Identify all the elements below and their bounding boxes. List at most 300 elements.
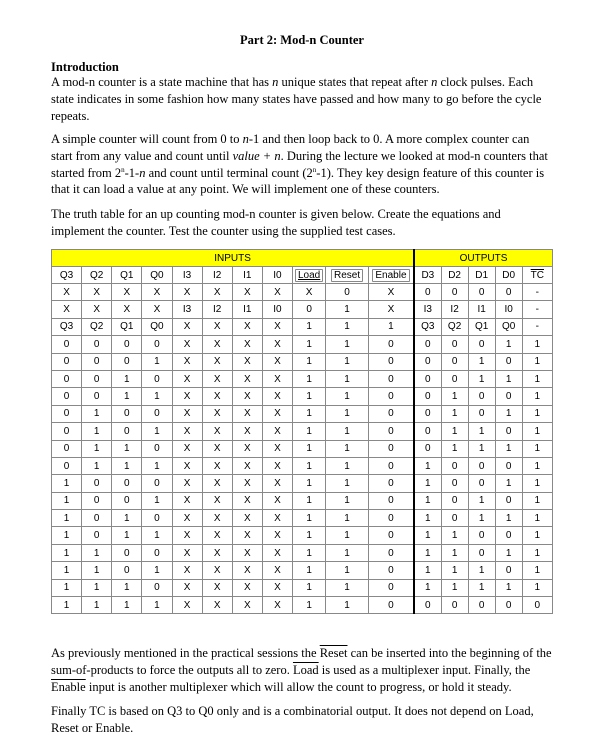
table-cell: 1 — [326, 475, 369, 492]
table-cell: 0 — [326, 284, 369, 301]
table-cell: X — [172, 597, 202, 614]
table-cell: 1 — [522, 336, 552, 353]
table-cell: 1 — [495, 405, 522, 422]
column-header-d3: D3 — [414, 267, 441, 284]
table-cell: 1 — [326, 597, 369, 614]
table-cell: X — [172, 440, 202, 457]
table-cell: 1 — [112, 527, 142, 544]
table-cell: X — [202, 579, 232, 596]
table-cell: 1 — [326, 318, 369, 335]
table-cell: 1 — [522, 475, 552, 492]
table-cell: X — [202, 423, 232, 440]
table-cell: 1 — [495, 579, 522, 596]
table-cell: X — [262, 562, 292, 579]
table-cell: X — [112, 284, 142, 301]
table-cell: 0 — [142, 440, 172, 457]
table-cell: 0 — [112, 475, 142, 492]
table-cell: 1 — [468, 510, 495, 527]
table-cell: 1 — [414, 475, 441, 492]
table-row — [52, 492, 553, 509]
table-cell: 1 — [293, 353, 326, 370]
table-row — [52, 562, 553, 579]
table-cell: X — [262, 440, 292, 457]
table-cell: I1 — [232, 301, 262, 318]
table-cell: X — [232, 475, 262, 492]
table-cell: 1 — [522, 423, 552, 440]
table-cell: X — [172, 353, 202, 370]
table-cell: Q2 — [82, 318, 112, 335]
table-cell: 1 — [82, 562, 112, 579]
table-cell: X — [232, 388, 262, 405]
table-cell: 1 — [142, 353, 172, 370]
table-cell: 1 — [293, 475, 326, 492]
table-cell: Q0 — [495, 318, 522, 335]
table-cell: X — [202, 544, 232, 561]
table-cell: X — [202, 318, 232, 335]
table-cell: 1 — [326, 353, 369, 370]
table-cell: 0 — [112, 353, 142, 370]
table-cell: 1 — [293, 318, 326, 335]
table-cell: X — [368, 301, 414, 318]
table-cell: 0 — [468, 284, 495, 301]
table-cell: 0 — [112, 336, 142, 353]
table-cell: 0 — [468, 336, 495, 353]
table-cell: 0 — [82, 510, 112, 527]
table-cell: X — [142, 284, 172, 301]
table-cell: 0 — [368, 405, 414, 422]
table-cell: 0 — [368, 423, 414, 440]
table-cell: X — [232, 544, 262, 561]
table-cell: 1 — [142, 597, 172, 614]
table-cell: 1 — [326, 423, 369, 440]
table-row — [52, 353, 553, 370]
table-cell: Q1 — [112, 318, 142, 335]
table-cell: 1 — [52, 510, 82, 527]
table-cell: 0 — [112, 492, 142, 509]
table-cell: I2 — [441, 301, 468, 318]
table-cell: - — [522, 284, 552, 301]
table-cell: 1 — [112, 388, 142, 405]
table-row — [52, 370, 553, 387]
table-cell: 0 — [142, 544, 172, 561]
column-header-d2: D2 — [441, 267, 468, 284]
table-cell: 1 — [52, 492, 82, 509]
table-cell: 0 — [142, 475, 172, 492]
column-header-q2: Q2 — [82, 267, 112, 284]
table-row — [52, 336, 553, 353]
table-cell: Q3 — [414, 318, 441, 335]
table-cell: X — [262, 284, 292, 301]
table-cell: 1 — [441, 527, 468, 544]
table-cell: 1 — [522, 370, 552, 387]
table-cell: 1 — [441, 388, 468, 405]
table-cell: X — [262, 510, 292, 527]
table-cell: 1 — [293, 544, 326, 561]
table-row — [52, 597, 553, 614]
table-cell: 1 — [468, 492, 495, 509]
table-cell: 0 — [368, 562, 414, 579]
table-cell: 1 — [468, 562, 495, 579]
table-cell: 1 — [326, 370, 369, 387]
table-cell: 1 — [495, 336, 522, 353]
table-cell: 1 — [414, 579, 441, 596]
table-cell: X — [232, 562, 262, 579]
table-cell: 0 — [368, 597, 414, 614]
table-cell: X — [262, 388, 292, 405]
table-cell: X — [172, 405, 202, 422]
table-row — [52, 284, 553, 301]
table-cell: 1 — [522, 405, 552, 422]
table-cell: 1 — [326, 440, 369, 457]
table-cell: 0 — [52, 336, 82, 353]
table-cell: X — [232, 457, 262, 474]
table-cell: 1 — [293, 370, 326, 387]
table-cell: 1 — [522, 544, 552, 561]
table-cell: I3 — [172, 301, 202, 318]
table-cell: 0 — [368, 475, 414, 492]
table-cell: 0 — [414, 353, 441, 370]
table-cell: 0 — [468, 475, 495, 492]
table-cell: 1 — [82, 457, 112, 474]
table-cell: X — [262, 492, 292, 509]
table-cell: 1 — [522, 510, 552, 527]
table-cell: 1 — [522, 492, 552, 509]
reset-load-enable-paragraph: As previously mentioned in the practical sessions the Reset can be inserted into the beginning of the sum-of-products to force the outputs all to zero. Load is used as a multiplexer input. Finally, the Enable input is another multiplexer which will allow the count to progress, or hold it steady. — [51, 646, 552, 694]
table-cell: 0 — [112, 423, 142, 440]
table-cell: 0 — [368, 370, 414, 387]
column-header-d0: D0 — [495, 267, 522, 284]
table-cell: 0 — [441, 597, 468, 614]
table-cell: 0 — [414, 370, 441, 387]
table-cell: 1 — [495, 510, 522, 527]
table-cell: 0 — [142, 370, 172, 387]
table-cell: 0 — [414, 284, 441, 301]
table-cell: 0 — [293, 301, 326, 318]
table-cell: X — [232, 597, 262, 614]
section-heading: Introduction — [51, 60, 119, 74]
table-cell: 0 — [414, 405, 441, 422]
table-cell: X — [262, 544, 292, 561]
table-cell: X — [142, 301, 172, 318]
table-cell: X — [262, 597, 292, 614]
table-cell: X — [202, 405, 232, 422]
table-cell: 0 — [414, 597, 441, 614]
table-cell: Q3 — [52, 318, 82, 335]
table-cell: 1 — [293, 579, 326, 596]
table-cell: 1 — [142, 527, 172, 544]
table-cell: - — [522, 318, 552, 335]
table-cell: 1 — [468, 423, 495, 440]
table-cell: X — [202, 440, 232, 457]
table-cell: 1 — [52, 527, 82, 544]
table-cell: 0 — [441, 510, 468, 527]
table-cell: 1 — [326, 510, 369, 527]
table-cell: X — [262, 318, 292, 335]
table-cell: 1 — [112, 579, 142, 596]
table-cell: X — [52, 284, 82, 301]
table-cell: 1 — [326, 579, 369, 596]
table-cell: X — [202, 527, 232, 544]
table-cell: X — [172, 492, 202, 509]
table-cell: X — [172, 579, 202, 596]
table-cell: 0 — [142, 510, 172, 527]
table-cell: X — [172, 562, 202, 579]
column-header-reset: Reset — [326, 267, 369, 284]
table-cell: X — [262, 405, 292, 422]
table-cell: 1 — [82, 597, 112, 614]
table-cell: 1 — [142, 492, 172, 509]
table-cell: 1 — [293, 492, 326, 509]
table-cell: 0 — [495, 353, 522, 370]
table-cell: 1 — [495, 475, 522, 492]
column-header-tc: $\overline{TC}$ — [522, 267, 552, 284]
table-cell: 1 — [414, 527, 441, 544]
table-cell: 1 — [326, 527, 369, 544]
table-cell: 0 — [82, 370, 112, 387]
table-cell: X — [262, 457, 292, 474]
table-cell: 0 — [52, 388, 82, 405]
table-cell: 1 — [441, 423, 468, 440]
table-cell: 0 — [368, 336, 414, 353]
table-cell: 0 — [414, 423, 441, 440]
table-cell: X — [202, 370, 232, 387]
table-cell: X — [232, 353, 262, 370]
table-cell: 0 — [441, 370, 468, 387]
table-cell: X — [202, 353, 232, 370]
table-cell: 0 — [112, 562, 142, 579]
column-header-q0: Q0 — [142, 267, 172, 284]
table-cell: 0 — [368, 353, 414, 370]
table-cell: 0 — [495, 457, 522, 474]
tc-paragraph: Finally TC is based on Q3 to Q0 only and is a combinatorial output. It does not depend on Load, Reset or Enable. — [51, 704, 534, 735]
table-cell: 1 — [52, 544, 82, 561]
table-cell: 0 — [414, 388, 441, 405]
table-cell: Q0 — [142, 318, 172, 335]
table-cell: X — [172, 284, 202, 301]
page-title: Part 2: Mod-n Counter — [240, 33, 364, 47]
table-cell: 1 — [52, 475, 82, 492]
table-cell: X — [262, 527, 292, 544]
table-cell: 1 — [52, 579, 82, 596]
table-cell: 0 — [468, 405, 495, 422]
table-cell: 1 — [52, 597, 82, 614]
table-cell: I0 — [262, 301, 292, 318]
table-cell: X — [172, 544, 202, 561]
table-cell: X — [232, 370, 262, 387]
table-cell: - — [522, 301, 552, 318]
table-cell: X — [232, 405, 262, 422]
outputs-header: OUTPUTS — [414, 250, 552, 267]
table-cell: 0 — [495, 527, 522, 544]
table-cell: 1 — [522, 353, 552, 370]
table-cell: X — [293, 284, 326, 301]
table-cell: 0 — [495, 492, 522, 509]
table-cell: 0 — [52, 405, 82, 422]
table-cell: 1 — [326, 301, 369, 318]
table-cell: 1 — [293, 457, 326, 474]
table-cell: 1 — [495, 370, 522, 387]
table-cell: X — [202, 597, 232, 614]
table-row — [52, 510, 553, 527]
table-cell: 1 — [326, 388, 369, 405]
table-cell: 1 — [441, 440, 468, 457]
table-cell: 1 — [142, 562, 172, 579]
table-cell: 1 — [326, 562, 369, 579]
table-cell: 1 — [441, 405, 468, 422]
table-cell: X — [368, 284, 414, 301]
table-cell: 0 — [468, 544, 495, 561]
table-row — [52, 527, 553, 544]
table-cell: 0 — [82, 492, 112, 509]
table-row — [52, 405, 553, 422]
inputs-header: INPUTS — [52, 250, 415, 267]
table-cell: X — [202, 457, 232, 474]
table-row — [52, 423, 553, 440]
table-cell: 0 — [414, 440, 441, 457]
table-cell: X — [232, 492, 262, 509]
table-cell: 1 — [293, 510, 326, 527]
table-row — [52, 318, 553, 335]
table-cell: 1 — [441, 544, 468, 561]
table-cell: 0 — [495, 562, 522, 579]
table-cell: 0 — [441, 284, 468, 301]
table-row — [52, 301, 553, 318]
table-cell: 1 — [468, 353, 495, 370]
table-cell: X — [202, 492, 232, 509]
table-cell: 1 — [112, 597, 142, 614]
table-cell: 1 — [414, 510, 441, 527]
table-cell: X — [202, 510, 232, 527]
table-cell: X — [232, 510, 262, 527]
table-cell: 1 — [495, 440, 522, 457]
table-cell: 1 — [414, 457, 441, 474]
table-cell: 1 — [82, 405, 112, 422]
table-cell: X — [202, 284, 232, 301]
table-cell: 0 — [368, 510, 414, 527]
table-cell: 0 — [112, 405, 142, 422]
column-header-q3: Q3 — [52, 267, 82, 284]
table-cell: 1 — [293, 562, 326, 579]
table-cell: 0 — [468, 388, 495, 405]
table-cell: X — [172, 510, 202, 527]
table-cell: Q2 — [441, 318, 468, 335]
table-cell: X — [172, 388, 202, 405]
table-cell: X — [172, 423, 202, 440]
table-cell: 0 — [52, 440, 82, 457]
table-cell: 1 — [522, 457, 552, 474]
table-cell: X — [232, 579, 262, 596]
table-cell: 1 — [293, 405, 326, 422]
column-header-q1: Q1 — [112, 267, 142, 284]
table-row — [52, 440, 553, 457]
table-cell: 0 — [82, 527, 112, 544]
table-cell: X — [232, 284, 262, 301]
table-cell: 1 — [112, 440, 142, 457]
table-cell: X — [172, 475, 202, 492]
table-cell: 1 — [112, 370, 142, 387]
table-cell: 1 — [293, 597, 326, 614]
table-cell: 1 — [112, 457, 142, 474]
table-cell: X — [202, 562, 232, 579]
table-cell: 0 — [522, 597, 552, 614]
table-cell: 0 — [368, 527, 414, 544]
table-cell: 0 — [82, 475, 112, 492]
table-cell: X — [262, 423, 292, 440]
table-cell: X — [172, 457, 202, 474]
column-header-i1: I1 — [232, 267, 262, 284]
table-cell: 0 — [52, 353, 82, 370]
truth-table — [51, 249, 553, 614]
table-cell: 1 — [293, 440, 326, 457]
table-cell: I3 — [414, 301, 441, 318]
table-cell: 0 — [142, 579, 172, 596]
table-cell: 0 — [52, 457, 82, 474]
table-cell: 1 — [112, 510, 142, 527]
table-row — [52, 579, 553, 596]
table-cell: 1 — [414, 544, 441, 561]
table-cell: 0 — [495, 597, 522, 614]
table-row — [52, 388, 553, 405]
table-cell: 1 — [326, 457, 369, 474]
column-header-i0: I0 — [262, 267, 292, 284]
table-cell: 1 — [522, 527, 552, 544]
column-header-i2: I2 — [202, 267, 232, 284]
table-cell: 1 — [326, 336, 369, 353]
table-cell: 0 — [368, 457, 414, 474]
table-cell: 0 — [468, 597, 495, 614]
table-cell: X — [262, 370, 292, 387]
table-cell: 0 — [468, 457, 495, 474]
table-cell: X — [202, 336, 232, 353]
intro-paragraph: A mod-n counter is a state machine that has n unique states that repeat after n clock pulses. Each state indicates in some fashion how many states have passed and how many to go before the cycle repeats. — [51, 75, 542, 123]
table-cell: 0 — [441, 457, 468, 474]
table-cell: 1 — [142, 457, 172, 474]
table-cell: 1 — [52, 562, 82, 579]
table-cell: X — [262, 579, 292, 596]
column-header-enable: Enable — [368, 267, 414, 284]
table-cell: 0 — [52, 370, 82, 387]
table-cell: X — [232, 336, 262, 353]
table-cell: 1 — [414, 562, 441, 579]
table-cell: 1 — [495, 544, 522, 561]
table-cell: 0 — [441, 492, 468, 509]
table-cell: 1 — [368, 318, 414, 335]
table-cell: Q1 — [468, 318, 495, 335]
table-cell: X — [232, 318, 262, 335]
table-cell: X — [82, 284, 112, 301]
table-cell: 1 — [82, 440, 112, 457]
table-cell: 0 — [142, 405, 172, 422]
table-cell: 1 — [522, 579, 552, 596]
table-cell: 1 — [326, 544, 369, 561]
table-cell: 1 — [142, 423, 172, 440]
table-cell: X — [82, 301, 112, 318]
table-cell: X — [232, 423, 262, 440]
table-cell: I1 — [468, 301, 495, 318]
table-cell: 1 — [82, 544, 112, 561]
table-cell: 0 — [368, 579, 414, 596]
table-cell: 1 — [142, 388, 172, 405]
table-cell: 0 — [52, 423, 82, 440]
table-cell: 0 — [82, 353, 112, 370]
table-cell: X — [232, 440, 262, 457]
table-row — [52, 457, 553, 474]
table-row — [52, 544, 553, 561]
table-cell: 1 — [522, 562, 552, 579]
table-cell: 1 — [468, 579, 495, 596]
table-cell: 1 — [414, 492, 441, 509]
table-cell: 1 — [468, 370, 495, 387]
